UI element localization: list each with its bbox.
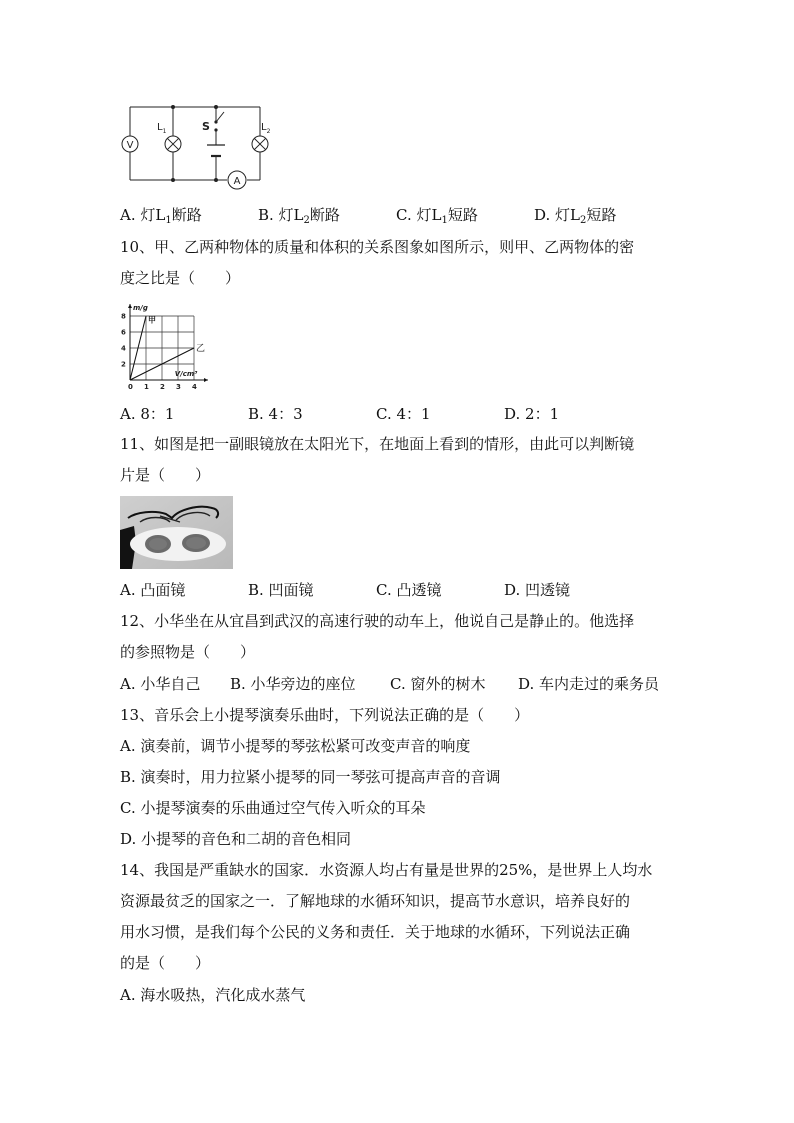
y-tick-label: 6 xyxy=(121,328,126,337)
q9-option-c: C. 灯$L_1$短路 xyxy=(396,206,478,226)
glasses-photo xyxy=(120,496,233,569)
q11-option-b: B. 凹面镜 xyxy=(248,581,314,599)
q10-option-d: D. 2：1 xyxy=(504,405,560,423)
q11-option-c: C. 凸透镜 xyxy=(376,581,442,599)
series-label-yi: 乙 xyxy=(196,344,206,354)
q12-stem-line-2: 的参照物是（ ） xyxy=(120,643,256,661)
q9-option-b: B. 灯$L_2$断路 xyxy=(258,206,340,226)
switch-label: S xyxy=(202,120,210,133)
q11-option-d: D. 凹透镜 xyxy=(504,581,571,599)
x-tick-label: 1 xyxy=(144,383,149,391)
q11-stem-line-2: 片是（ ） xyxy=(120,466,211,484)
q10-stem-line-2: 度之比是（ ） xyxy=(120,269,241,287)
voltmeter-label: V xyxy=(126,140,134,151)
y-tick-label: 2 xyxy=(121,360,126,369)
q9-option-a: A. 灯$L_1$断路 xyxy=(120,206,202,226)
chart-xlabel: V/cm³ xyxy=(174,370,198,378)
x-tick-label: 0 xyxy=(128,383,133,391)
q13-option-c: C. 小提琴演奏的乐曲通过空气传入听众的耳朵 xyxy=(120,799,426,817)
q14-stem-line-2: 资源最贫乏的国家之一．了解地球的水循环知识，提高节水意识，培养良好的 xyxy=(120,892,631,910)
q12-option-a: A. 小华自己 xyxy=(120,675,201,693)
q14-stem-line-3: 用水习惯，是我们每个公民的义务和责任．关于地球的水循环，下列说法正确 xyxy=(120,923,631,941)
q11-option-a: A. 凸面镜 xyxy=(120,581,186,599)
q10-option-c: C. 4：1 xyxy=(376,405,431,423)
y-tick-label: 8 xyxy=(121,312,126,321)
circuit-diagram xyxy=(118,100,278,192)
y-axis-arrow xyxy=(128,304,132,308)
q10-stem-line-1: 10、甲、乙两种物体的质量和体积的关系图象如图所示，则甲、乙两物体的密 xyxy=(120,238,635,256)
q13-stem: 13、音乐会上小提琴演奏乐曲时，下列说法正确的是（ ） xyxy=(120,706,530,724)
mass-volume-chart-svg xyxy=(112,296,232,394)
q14-stem-line-1: 14、我国是严重缺水的国家．水资源人均占有量是世界的25%，是世界上人均水 xyxy=(120,861,653,879)
q14-stem-line-4: 的是（ ） xyxy=(120,954,211,972)
series-label-jia: 甲 xyxy=(148,315,156,325)
mass-volume-chart xyxy=(112,296,232,394)
q9-option-d: D. 灯$L_2$短路 xyxy=(534,206,617,226)
q13-option-a: A. 演奏前，调节小提琴的琴弦松紧可改变声音的响度 xyxy=(120,737,471,755)
q12-stem-line-1: 12、小华坐在从宜昌到武汉的高速行驶的动车上，他说自己是静止的。他选择 xyxy=(120,612,635,630)
lamp-l2-label: $L_2$ xyxy=(261,122,271,135)
q14-option-a: A. 海水吸热，汽化成水蒸气 xyxy=(120,986,306,1004)
x-tick-label: 2 xyxy=(160,383,165,391)
ammeter-label: A xyxy=(233,176,241,187)
lamp-l1-label: $L_1$ xyxy=(157,122,167,135)
q12-option-b: B. 小华旁边的座位 xyxy=(230,675,356,693)
chart-ylabel: m/g xyxy=(133,304,148,312)
q12-option-d: D. 车内走过的乘务员 xyxy=(518,675,660,693)
glasses-photo-svg xyxy=(120,496,233,569)
q13-option-d: D. 小提琴的音色和二胡的音色相同 xyxy=(120,830,352,848)
q12-option-c: C. 窗外的树木 xyxy=(390,675,486,693)
circuit-svg xyxy=(118,100,278,192)
q10-option-a: A. 8：1 xyxy=(120,405,175,423)
q13-option-b: B. 演奏时，用力拉紧小提琴的同一琴弦可提高声音的音调 xyxy=(120,768,501,786)
x-axis-arrow xyxy=(204,378,208,382)
x-tick-label: 3 xyxy=(176,383,181,391)
x-tick-label: 4 xyxy=(192,383,197,391)
y-tick-label: 4 xyxy=(121,344,126,353)
q10-option-b: B. 4：3 xyxy=(248,405,303,423)
q11-stem-line-1: 11、如图是把一副眼镜放在太阳光下，在地面上看到的情形，由此可以判断镜 xyxy=(120,435,635,453)
